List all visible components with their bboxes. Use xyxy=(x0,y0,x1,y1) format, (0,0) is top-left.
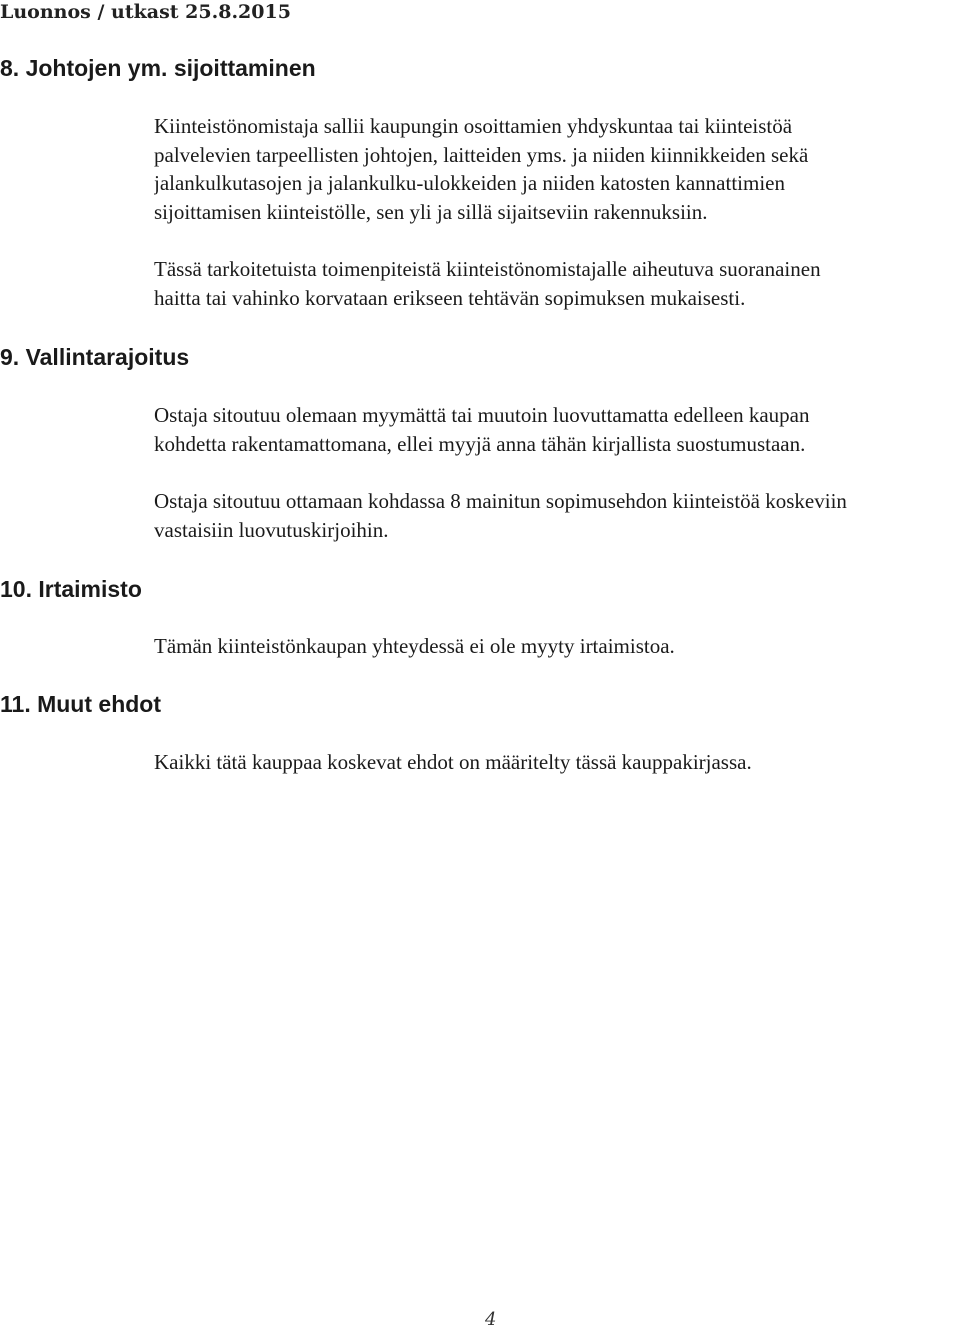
text-line: Ostaja sitoutuu ottamaan kohdassa 8 mainitun sopimusehdon kiinteistöä koskeviin xyxy=(154,489,847,513)
text-line: kohdetta rakentamattomana, ellei myyjä anna tähän kirjallista suostumustaan. xyxy=(154,431,806,456)
section-11-heading: 11. Muut ehdot xyxy=(0,691,161,717)
section-8-paragraph-2 xyxy=(154,255,960,312)
section-9-paragraph-2 xyxy=(154,487,960,544)
section-9-heading: 9. Vallintarajoitus xyxy=(0,344,190,370)
text-line: Tämän kiinteistönkaupan yhteydessä ei ole myyty irtaimistoa. xyxy=(154,634,675,658)
section-9-paragraph-1 xyxy=(154,401,960,458)
text-line: Tässä tarkoitetuista toimenpiteistä kiinteistönomistajalle aiheutuva suoranainen xyxy=(154,257,821,281)
text-line: haitta tai vahinko korvataan erikseen tehtävän sopimuksen mukaisesti. xyxy=(154,285,746,310)
page-number: 4 xyxy=(485,1309,497,1330)
section-8-paragraph-1 xyxy=(154,112,960,226)
text-line: Kaikki tätä kauppaa koskevat ehdot on määritelty tässä kauppakirjassa. xyxy=(154,750,752,774)
text-line: jalankulkutasojen ja jalankulku-ulokkeiden ja niiden katosten kannattimien xyxy=(154,171,785,195)
text-line: Ostaja sitoutuu olemaan myymättä tai muutoin luovuttamatta edelleen kaupan xyxy=(154,403,810,427)
section-10-paragraph-1 xyxy=(154,632,960,661)
text-line: vastaisiin luovutuskirjoihin. xyxy=(154,517,389,542)
text-line: palvelevien tarpeellisten johtojen, laitteiden yms. ja niiden kiinnikkeiden sekä xyxy=(154,142,809,167)
draft-label: Luonnos / utkast 25.8.2015 xyxy=(0,1,291,23)
section-11-paragraph-1 xyxy=(154,748,960,777)
section-10-heading: 10. Irtaimisto xyxy=(0,576,142,602)
text-line: Kiinteistönomistaja sallii kaupungin osoittamien yhdyskuntaa tai kiinteistöä xyxy=(154,114,793,138)
section-8-heading: 8. Johtojen ym. sijoittaminen xyxy=(0,55,316,81)
text-line: sijoittamisen kiinteistölle, sen yli ja sillä sijaitseviin rakennuksiin. xyxy=(154,199,708,224)
